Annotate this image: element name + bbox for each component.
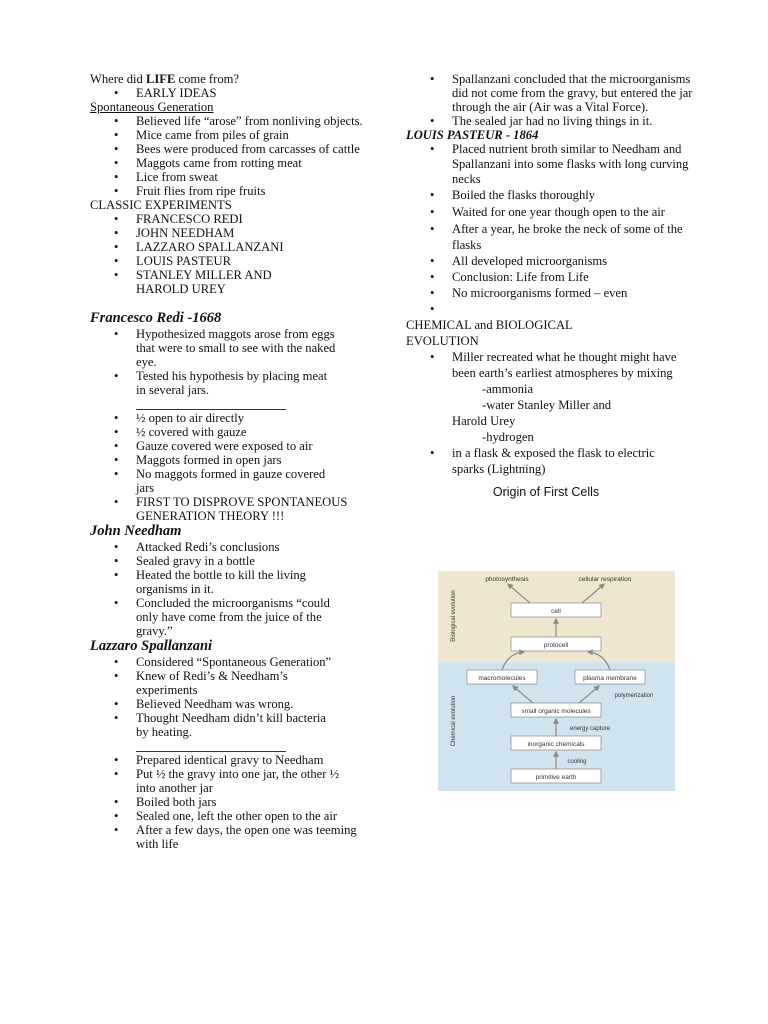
spallanzani-list [90,655,380,851]
spallanzani-conclusion-list [406,72,696,128]
cooling-label: cooling [567,759,587,765]
list-item: • Miller recreated what he thought might have been earth’s earliest atmospheres by mixing [406,349,682,381]
list-item: • Placed nutrient broth similar to Needham and Spallanzani into some flasks with long curving necks [406,142,702,187]
bio-evolution-label: Biological evolution [451,590,457,642]
polymerization-label: polymerization [614,693,654,699]
photosynthesis-label: photosynthesis [485,576,529,583]
list-item: • Tested his hypothesis by placing meat in several jars. [90,369,336,397]
list-item: • JOHN NEEDHAM [90,226,380,240]
list-item: • Conclusion: Life from Life [406,270,696,285]
list-item: • Maggots came from rotting meat [90,156,380,170]
list-item: • STANLEY MILLER AND HAROLD UREY [90,268,316,296]
list-item: • EARLY IDEAS [90,86,380,100]
list-item: • Attacked Redi’s conclusions [90,540,380,554]
needham-list [90,540,380,638]
miller-list [406,349,696,381]
right-column [406,72,696,499]
divider-line [90,739,380,753]
redi-heading: Francesco Redi -1668 [90,310,222,326]
divider-line [90,397,380,411]
list-item: • Mice came from piles of grain [90,128,380,142]
list-item: • FRANCESCO REDI [90,212,380,226]
list-item: • Sealed one, left the other open to the air [90,809,366,823]
list-item: • Believed Needham was wrong. [90,697,380,711]
macromolecules-label: macromolecules [478,675,526,682]
water-line: -water Stanley Miller and [482,398,612,412]
list-item: • ½ open to air directly [90,411,380,425]
list-item: • Waited for one year though open to the air [406,204,702,220]
list-item: • No microorganisms formed – even [406,286,696,301]
spont-gen-heading: Spontaneous Generation [90,100,214,114]
list-item: • Bees were produced from carcasses of cattle [90,142,380,156]
list-item: • Maggots formed in open jars [90,453,380,467]
pasteur-heading: LOUIS PASTEUR - 1864 [406,128,539,142]
figure-caption: Origin of First Cells [492,485,600,499]
list-item: • Hypothesized maggots arose from eggs that were to small to see with the naked eye. [90,327,336,369]
list-item: • Considered “Spontaneous Generation” [90,655,336,669]
list-item: • Lice from sweat [90,170,380,184]
left-column [90,72,380,851]
protocell-label: protocell [543,642,569,649]
pasteur-list [406,142,696,316]
needham-heading: John Needham [90,523,182,539]
cell-label: cell [551,608,561,615]
list-item: • No maggots formed in gauze covered jars [90,467,326,495]
intro-question: Where did LIFE come from? [90,72,239,86]
list-item: • After a year, he broke the neck of some of the flasks [406,221,702,253]
life-word: LIFE [145,72,176,86]
inorganic-label: inorganic chemicals [527,741,585,748]
classic-experiments-heading: CLASSIC EXPERIMENTS [90,198,232,212]
respiration-label: cellular respiration [578,576,632,583]
list-item: • LOUIS PASTEUR [90,254,380,268]
list-item: • Spallanzani concluded that the microorganisms did not come from the gravy, but entered the jar through the air (Air was a Vital Force). [406,72,702,114]
list-item: • Fruit flies from ripe fruits [90,184,380,198]
empty-list-item [406,302,696,316]
list-item: • After a few days, the open one was teeming with life [90,823,366,851]
chem-evolution-label: Chemical evolution [451,695,457,747]
spont-gen-list [90,114,380,198]
redi-list [90,327,380,523]
early-ideas-list [90,86,380,100]
list-item: • ½ covered with gauze [90,425,380,439]
small-organic-label: small organic molecules [521,708,591,715]
list-item: • Boiled the flasks thoroughly [406,188,696,203]
list-item: • Knew of Redi’s & Needham’s experiments [90,669,336,697]
figure-svg [438,571,675,791]
chem-bio-heading: CHEMICAL and BIOLOGICAL EVOLUTION [406,318,573,348]
harold-line: Harold Urey [452,414,516,428]
classic-experiments-list [90,212,380,296]
list-item: • FIRST TO DISPROVE SPONTANEOUS GENERATION THEORY !!! [90,495,366,523]
list-item: • Heated the bottle to kill the living organisms in it. [90,568,356,596]
list-item: • Thought Needham didn’t kill bacteria by heating. [90,711,336,739]
list-item: • All developed microorganisms [406,254,696,269]
list-item: • Sealed gravy in a bottle [90,554,380,568]
list-item: • Gauze covered were exposed to air [90,439,380,453]
energy-capture-label: energy capture [569,726,611,732]
hydrogen-line: -hydrogen [482,430,534,444]
origin-of-cells-figure [438,571,675,791]
list-item: • in a flask & exposed the flask to electric sparks (Lightning) [406,445,682,477]
plasma-membrane-label: plasma membrane [583,675,637,682]
primitive-earth-label: primitive earth [535,774,577,781]
flask-list [406,445,696,477]
spallanzani-heading: Lazzaro Spallanzani [90,638,213,654]
list-item: • The sealed jar had no living things in it. [406,114,702,128]
list-item: • Concluded the microorganisms “could only have come from the juice of the gravy.” [90,596,346,638]
list-item: • Believed life “arose” from nonliving objects. [90,114,380,128]
ammonia-line: -ammonia [482,382,534,396]
list-item: • Put ½ the gravy into one jar, the other ½ into another jar [90,767,346,795]
list-item: • Boiled both jars [90,795,380,809]
list-item: • Prepared identical gravy to Needham [90,753,380,767]
list-item: • LAZZARO SPALLANZANI [90,240,380,254]
